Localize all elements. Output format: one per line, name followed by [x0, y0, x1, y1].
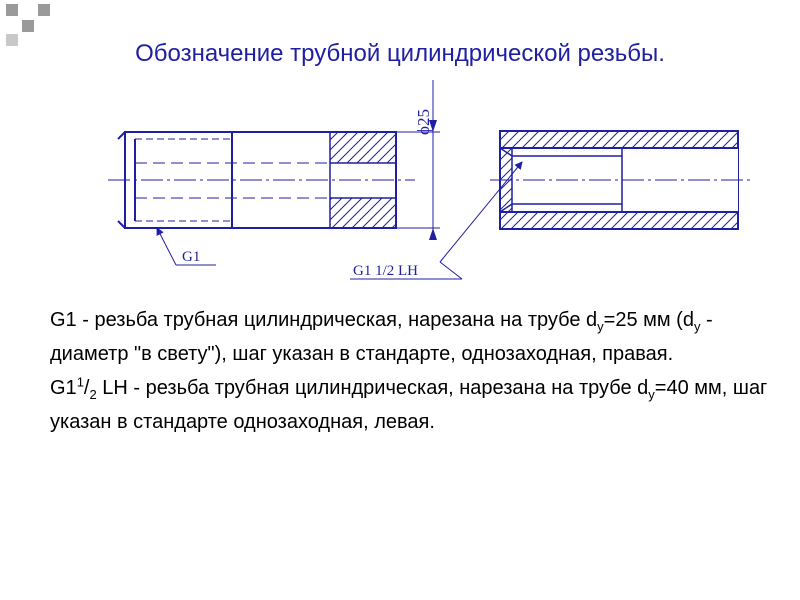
g1-description [50, 303, 780, 371]
g112-code: G1 [50, 377, 77, 399]
g1-leader [157, 228, 216, 265]
g112-label: G1 1/2 LH [353, 263, 418, 279]
g112-text-part: LH - резьба трубная цилиндрическая, нарезана на трубе d [96, 377, 649, 399]
thread-drawing [0, 70, 800, 295]
d-subscript: у [693, 319, 701, 334]
g1-text-part: - резьба трубная цилиндрическая, нарезана на трубе d [76, 309, 598, 331]
g1-code: G1 [50, 309, 77, 331]
external-thread-pipe [108, 132, 415, 228]
fraction-numerator: 1 [76, 374, 84, 390]
diameter-label: ϕ25 [414, 109, 433, 135]
g112-description [50, 371, 780, 439]
internal-thread-coupling [490, 131, 750, 229]
g112-text-part: =40 мм, шаг указан в стандарте однозаходная, левая. [50, 377, 768, 433]
d-subscript: у [597, 319, 604, 334]
d-subscript: у [648, 387, 655, 402]
fraction-slash: / [83, 377, 90, 399]
fraction-denominator: 2 [89, 387, 97, 402]
g1-text-part: - диаметр "в свету"), шаг указан в стандарте, однозаходная, правая. [50, 309, 713, 365]
g1-text-part: =25 мм (d [603, 309, 694, 331]
slide-title: Обозначение трубной цилиндрической резьбы. [135, 40, 665, 67]
description-text [50, 303, 780, 439]
diameter-dimension [396, 80, 440, 240]
g1-label: G1 [182, 249, 201, 265]
